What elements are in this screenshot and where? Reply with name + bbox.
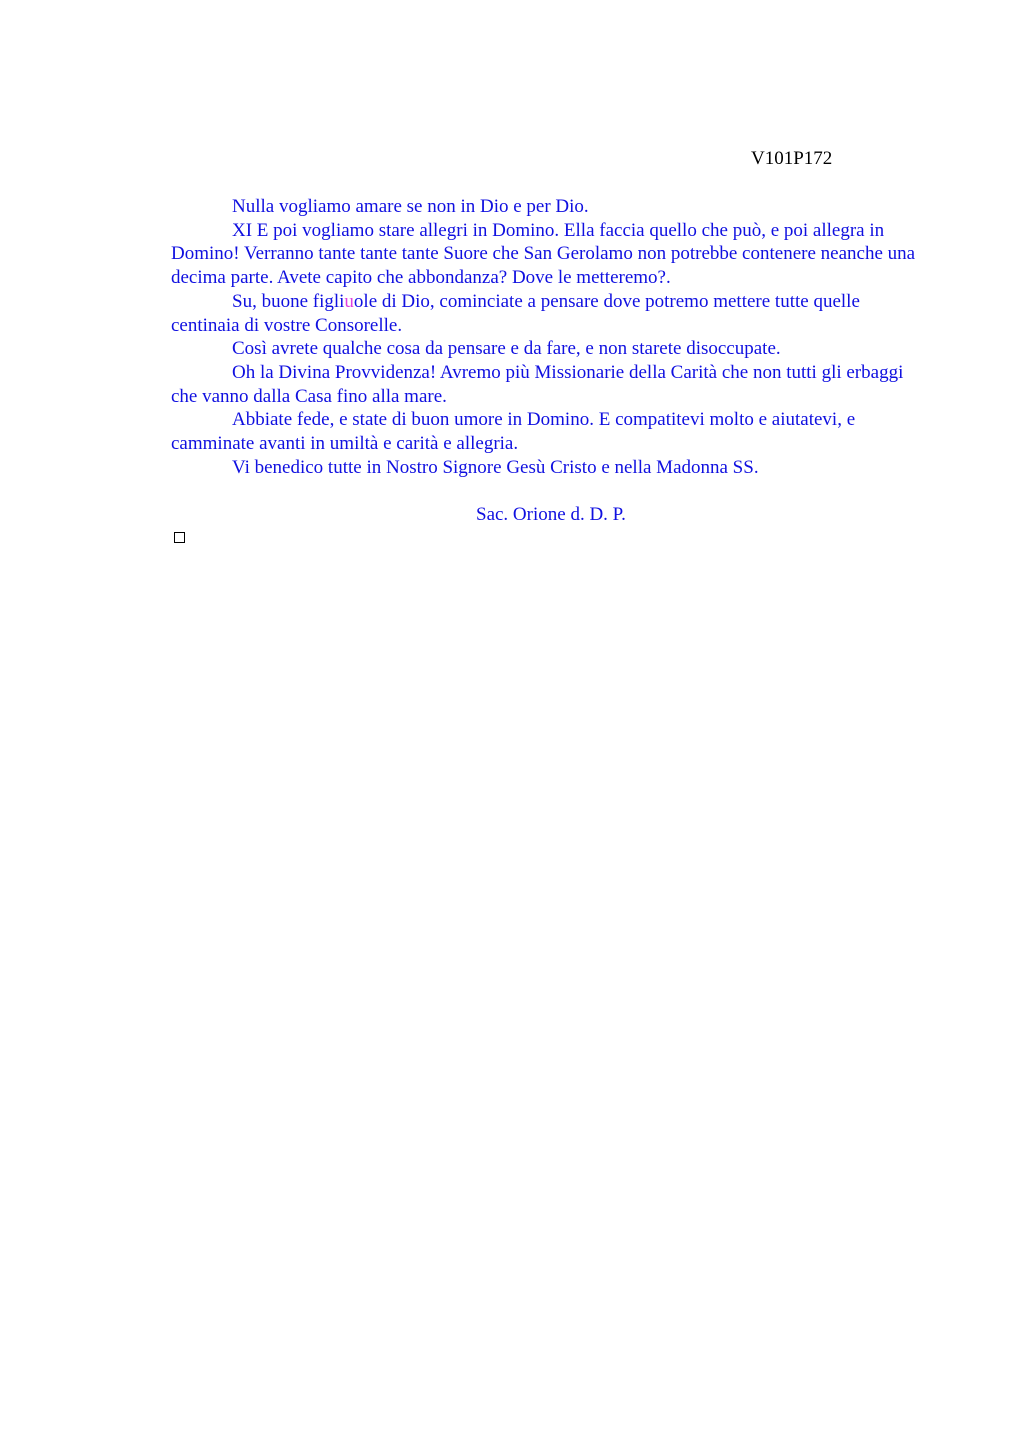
page-code: V101P172 — [751, 148, 833, 169]
paragraph — [171, 290, 921, 337]
signature: Sac. Orione d. D. P. — [476, 504, 626, 525]
paragraph: Oh la Divina Provvidenza! Avremo più Missionarie della Carità che non tutti gli erbaggi che vanno dalla Casa fino alla mare. — [171, 361, 904, 407]
empty-square-icon — [174, 532, 185, 543]
paragraph: Abbiate fede, e state di buon umore in Domino. E compatitevi molto e aiutatevi, e camminate avanti in umiltà e carità e allegria. — [171, 409, 856, 455]
letter-body — [171, 195, 921, 479]
highlighted-letter: u — [344, 290, 354, 312]
paragraph: Vi benedico tutte in Nostro Signore Gesù Cristo e nella Madonna SS. — [232, 456, 759, 478]
paragraph-text-after: ole di Dio, cominciate a pensare dove potremo mettere tutte quelle centinaia di vostre Consorelle. — [171, 290, 860, 336]
paragraph: Nulla vogliamo amare se non in Dio e per Dio. — [232, 196, 589, 217]
paragraph: XI E poi vogliamo stare allegri in Domino. Ella faccia quello che può, e poi allegra in Domino! Verranno tante tante tante Suore che San Gerolamo non potrebbe contenere neanche una decima parte. Avete capito che abbondanza? Dove le metteremo?. — [171, 219, 916, 289]
paragraph: Così avrete qualche cosa da pensare e da fare, e non starete disoccupate. — [232, 338, 781, 360]
paragraph-text-before: Su, buone figli — [232, 290, 345, 312]
